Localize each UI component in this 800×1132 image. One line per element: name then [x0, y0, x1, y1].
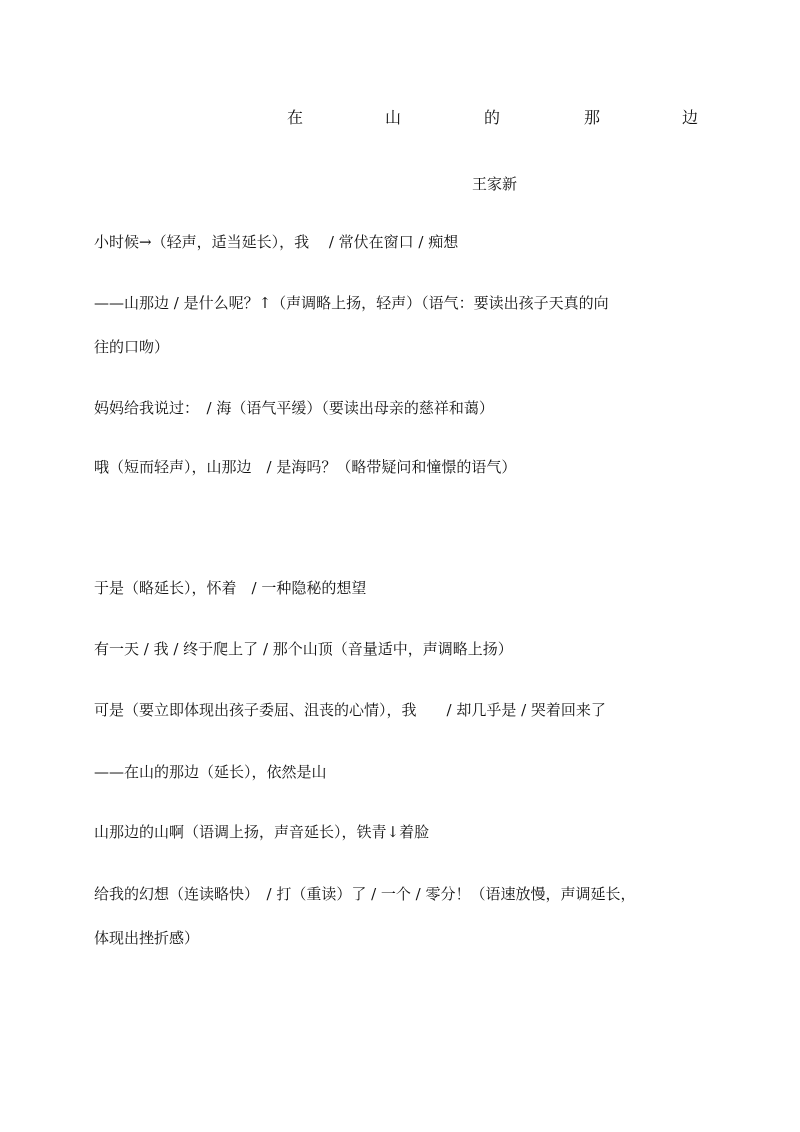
poem-line-10: 给我的幻想（连读略快） / 打（重读）了 / 一个 / 零分！（语速放慢，声调延长，	[94, 885, 636, 903]
title-char-4: 那	[584, 108, 601, 127]
poem-line-8: ——在山的那边（延长），依然是山	[94, 763, 327, 781]
poem-line-3: 妈妈给我说过： / 海（语气平缓）（要读出母亲的慈祥和蔼）	[94, 399, 494, 417]
poem-line-4: 哦（短而轻声），山那边 / 是海吗？（略带疑问和憧憬的语气）	[94, 458, 517, 476]
poem-line-5: 于是（略延长），怀着 / 一种隐秘的想望	[94, 579, 367, 597]
poem-line-6: 有一天 / 我 / 终于爬上了 / 那个山顶（音量适中，声调略上扬）	[94, 640, 513, 658]
poem-line-9: 山那边的山啊（语调上扬，声音延长），铁青↓着脸	[94, 823, 430, 841]
title-char-3: 的	[484, 108, 501, 127]
poem-line-10-continued: 体现出挫折感）	[94, 929, 200, 947]
title-char-5: 边	[682, 108, 699, 127]
author-name: 王家新	[472, 175, 518, 193]
poem-line-1: 小时候→（轻声，适当延长），我 / 常伏在窗口 / 痴想	[94, 233, 459, 251]
poem-line-2: ——山那边 / 是什么呢？↑（声调略上扬，轻声）（语气：要读出孩子天真的向	[94, 294, 609, 312]
title-char-1: 在	[287, 108, 304, 127]
poem-line-2-continued: 往的口吻）	[94, 338, 170, 356]
title-char-2: 山	[385, 108, 402, 127]
poem-line-7: 可是（要立即体现出孩子委屈、沮丧的心情），我 / 却几乎是 / 哭着回来了	[94, 701, 606, 719]
